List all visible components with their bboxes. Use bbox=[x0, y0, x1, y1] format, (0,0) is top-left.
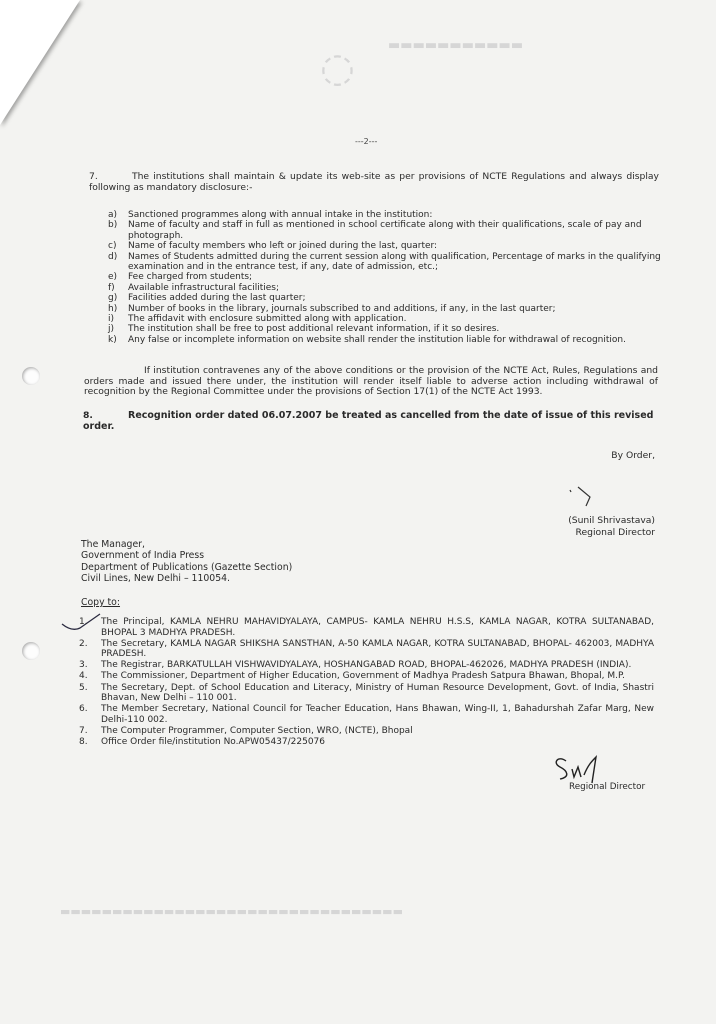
copy-recipient-text: The Secretary, KAMLA NAGAR SHIKSHA SANSTHAN, A-50 KAMLA NAGAR, KOTRA SULTANABAD, BHOPAL- 462003, MADHYA PRADESH. bbox=[101, 638, 654, 660]
copy-recipient-number: 6. bbox=[79, 704, 88, 715]
disclosure-list bbox=[108, 210, 663, 345]
disclosure-item-label: e) bbox=[108, 272, 118, 283]
contravene-paragraph: If institution contravenes any of the above conditions or the provision of the NCTE Act, Rules, Regulations and orders made and issued there under, the institution will render itself liable to adverse action including withdrawal of recognition by the Regional Committee under the provisions of Section 17(1) of the NCTE Act 1993. bbox=[84, 365, 658, 398]
copy-recipient-number: 4. bbox=[79, 671, 88, 682]
copy-recipient-text: The Registrar, BARKATULLAH VISHWAVIDYALAYA, HOSHANGABAD ROAD, BHOPAL-462026, MADHYA PRADESH (INDIA). bbox=[101, 660, 632, 671]
disclosure-item-label: f) bbox=[108, 282, 115, 293]
disclosure-item-label: d) bbox=[108, 251, 118, 262]
signatory-title: Regional Director bbox=[575, 526, 655, 538]
copy-recipient bbox=[79, 671, 654, 682]
disclosure-item bbox=[108, 272, 663, 282]
disclosure-item-text: Sanctioned programmes along with annual intake in the institution: bbox=[128, 210, 433, 220]
para-7-number: 7. bbox=[89, 171, 98, 182]
copy-recipient bbox=[79, 617, 654, 638]
disclosure-item bbox=[108, 314, 663, 324]
copy-recipient-text: The Computer Programmer, Computer Section, WRO, (NCTE), Bhopal bbox=[101, 725, 413, 736]
para-8-number: 8. bbox=[83, 410, 93, 421]
copy-recipient bbox=[79, 660, 654, 671]
disclosure-item bbox=[108, 241, 663, 251]
disclosure-item-text: Any false or incomplete information on website shall render the institution liable for withdrawal of recognition. bbox=[128, 334, 626, 345]
disclosure-item bbox=[108, 210, 663, 220]
copy-recipient-text: The Member Secretary, National Council for Teacher Education, Hans Bhawan, Wing-II, 1, Bahadurshah Zafar Marg, New Delhi-110 002. bbox=[101, 704, 654, 725]
addressee-line: Department of Publications (Gazette Section) bbox=[81, 561, 293, 573]
copy-recipient-text: The Principal, KAMLA NEHRU MAHAVIDYALAYA, CAMPUS- KAMLA NEHRU H.S.S, KAMLA NAGAR, KOTRA SULTANABAD, BHOPAL 3 MADHYA PRADESH. bbox=[101, 617, 654, 638]
copy-recipient-number: 2. bbox=[79, 638, 88, 649]
disclosure-item-text: Number of books in the library, journals subscribed to and additions, if any, in the last quarter; bbox=[128, 303, 556, 314]
disclosure-item bbox=[108, 293, 663, 303]
disclosure-item bbox=[108, 304, 663, 314]
disclosure-item bbox=[108, 324, 663, 334]
ghost-footer: ▬▬▬▬▬▬▬▬▬▬▬▬▬▬▬▬▬▬▬▬▬▬▬▬▬▬▬▬▬▬▬▬▬ bbox=[60, 905, 403, 918]
punch-hole-top bbox=[22, 367, 40, 385]
disclosure-item-text: Names of Students admitted during the current session along with qualification, Percentage of marks in the qualifying examination and in the entrance test, if any, date of admission, etc.; bbox=[128, 251, 661, 273]
copy-recipient bbox=[79, 704, 654, 725]
footer-signatory-title: Regional Director bbox=[569, 782, 646, 792]
disclosure-item-label: k) bbox=[108, 334, 117, 345]
disclosure-item-text: Name of faculty and staff in full as mentioned in school certificate along with their qualifications, scale of pay and photograph. bbox=[128, 220, 642, 241]
para-7-text: The institutions shall maintain & update its web-site as per provisions of NCTE Regulations and always display following as mandatory disclosure:- bbox=[89, 171, 659, 193]
copy-recipient bbox=[79, 639, 654, 660]
copy-recipient-number: 1. bbox=[79, 617, 88, 627]
disclosure-item-label: i) bbox=[108, 314, 115, 325]
disclosure-item-label: j) bbox=[108, 324, 115, 335]
punch-hole-bottom bbox=[22, 642, 40, 660]
disclosure-item-text: Fee charged from students; bbox=[128, 272, 253, 283]
copy-recipients-list bbox=[79, 617, 654, 748]
copy-recipient-text: The Secretary, Dept. of School Education and Literacy, Ministry of Human Resource Development, Govt. of India, Shastri Bhavan, New Delhi – 110 001. bbox=[101, 682, 654, 704]
disclosure-item-text: Available infrastructural facilities; bbox=[128, 282, 279, 293]
disclosure-item-label: b) bbox=[108, 220, 118, 231]
addressee-line: The Manager, bbox=[81, 539, 145, 550]
copy-recipient bbox=[79, 683, 654, 704]
disclosure-item-label: a) bbox=[108, 210, 118, 220]
page-number: ---2--- bbox=[355, 137, 378, 146]
disclosure-item bbox=[108, 283, 663, 293]
copy-recipient-number: 3. bbox=[79, 660, 88, 671]
disclosure-item bbox=[108, 252, 663, 273]
addressee-block bbox=[81, 539, 292, 585]
disclosure-item-text: Name of faculty members who left or joined during the last, quarter: bbox=[128, 241, 438, 252]
signature-mark-small bbox=[560, 482, 605, 510]
disclosure-item-label: c) bbox=[108, 241, 117, 252]
copy-to-label: Copy to: bbox=[81, 597, 121, 608]
copy-recipient bbox=[79, 726, 654, 737]
disclosure-item-text: The affidavit with enclosure submitted along with application. bbox=[128, 314, 407, 325]
copy-recipient-number: 5. bbox=[79, 682, 88, 693]
disclosure-item-text: The institution shall be free to post additional relevant information, if it so desires. bbox=[128, 324, 500, 335]
addressee-line: Civil Lines, New Delhi – 110054. bbox=[81, 573, 230, 585]
para-8-text: Recognition order dated 06.07.2007 be treated as cancelled from the date of issue of this revised order. bbox=[83, 410, 654, 432]
disclosure-item-label: h) bbox=[108, 303, 118, 314]
disclosure-item bbox=[108, 220, 663, 241]
by-order: By Order, bbox=[611, 450, 655, 461]
copy-recipient-text: Office Order file/institution No.APW05437/225076 bbox=[101, 737, 326, 748]
addressee-line: Government of India Press bbox=[81, 550, 205, 562]
signatory-name: (Sunil Shrivastava) bbox=[568, 515, 655, 526]
ghost-emblem: ◌ bbox=[320, 45, 355, 91]
copy-recipient-text: The Commissioner, Department of Higher Education, Government of Madhya Pradesh Satpura Bhawan, Bhopal, M.P. bbox=[101, 671, 625, 682]
copy-recipient-number: 7. bbox=[79, 725, 88, 736]
signatory-block bbox=[500, 515, 655, 538]
disclosure-item bbox=[108, 335, 663, 345]
folded-corner bbox=[0, 0, 80, 125]
disclosure-item-text: Facilities added during the last quarter; bbox=[128, 293, 306, 304]
copy-recipient-number: 8. bbox=[79, 737, 88, 748]
disclosure-item-label: g) bbox=[108, 293, 118, 304]
ghost-letterhead: ▬▬▬▬▬▬▬▬▬▬▬ bbox=[388, 38, 524, 53]
